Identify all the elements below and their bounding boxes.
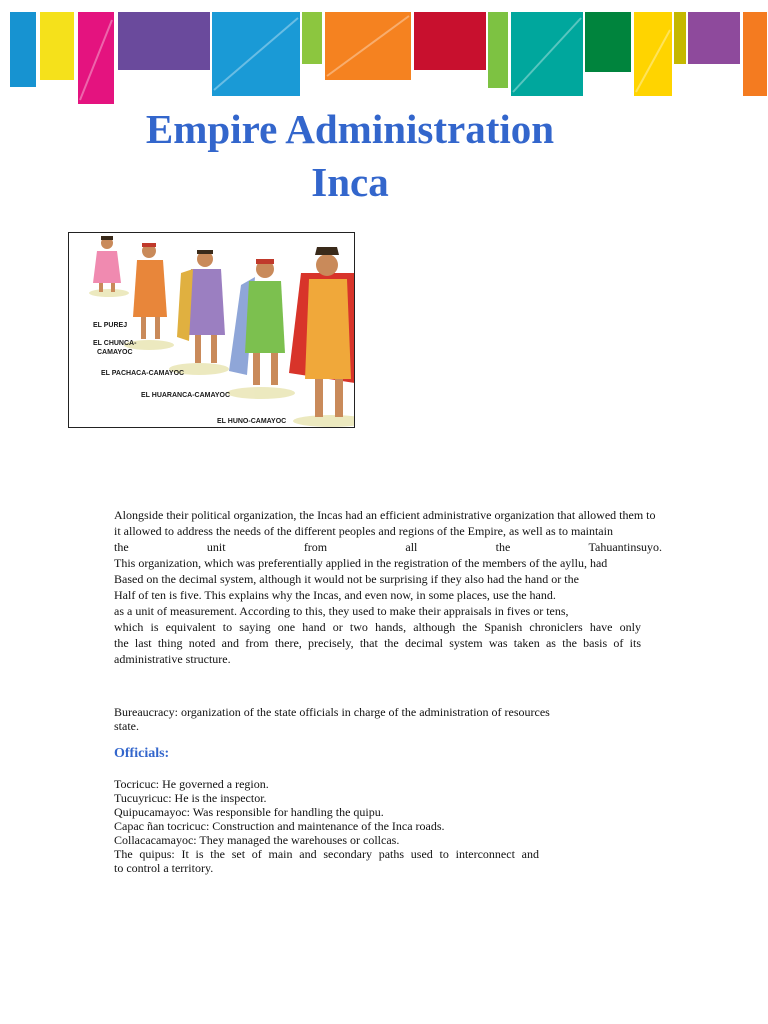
paragraph-word: Tahuantinsuyo. — [588, 540, 662, 554]
banner-block — [302, 12, 322, 64]
list-item: Tocricuc: He governed a region. — [114, 777, 269, 791]
paragraph-line: Bureaucracy: organization of the state officials in charge of the administration of resources — [114, 705, 550, 719]
label-chunca-1: EL CHUNCA- — [93, 340, 137, 347]
figure-purej — [93, 236, 121, 292]
banner-block — [743, 12, 767, 96]
paragraph-line: which is equivalent to saying one hand or two hands, although the Spanish chroniclers have only — [114, 620, 641, 634]
list-item: Capac ñan tocricuc: Construction and maintenance of the Inca roads. — [114, 819, 445, 833]
paragraph-line: it allowed to address the needs of the different peoples and regions of the Empire, as well as to maintain — [114, 524, 613, 538]
paragraph-line: Based on the decimal system, although it would not be surprising if they also had the hand or the — [114, 572, 579, 586]
inca-officials-illustration — [68, 232, 355, 428]
paragraph-word: all — [405, 540, 418, 554]
paragraph-line: state. — [114, 719, 139, 733]
label-purej: EL PUREJ — [93, 322, 128, 329]
paragraph-line: Half of ten is five. This explains why the Incas, and even now, in some places, use the hand. — [114, 588, 556, 602]
list-item: Collacacamayoc: They managed the warehouses or collcas. — [114, 833, 400, 847]
paragraph-word: unit — [206, 540, 226, 554]
label-pachaca: EL PACHACA-CAMAYOC — [101, 370, 185, 377]
paragraph-line: This organization, which was preferentially applied in the registration of the members of the ayllu, had — [114, 556, 608, 570]
label-chunca-2: CAMAYOC — [97, 349, 133, 356]
banner-block — [118, 12, 210, 70]
figure-huno-camayoc — [289, 247, 354, 417]
officials-list — [114, 777, 539, 875]
paragraph-line-justified — [114, 539, 662, 555]
title-line-2: Inca — [311, 159, 389, 205]
title-line-1: Empire Administration — [145, 106, 555, 152]
paragraph-line: as a unit of measurement. According to this, they used to make their appraisals in fives or tens, — [114, 604, 569, 618]
banner-block — [488, 12, 508, 88]
paragraph-line: Alongside their political organization, the Incas had an efficient administrative organization that allowed them to — [114, 508, 656, 522]
banner-block — [10, 12, 36, 87]
page-title — [60, 103, 640, 209]
list-item: to control a territory. — [114, 861, 214, 875]
figure-chunca-camayoc — [133, 243, 167, 339]
paragraph-word: the — [114, 540, 129, 554]
banner-block — [688, 12, 740, 64]
administrative-organization-paragraph — [114, 507, 662, 667]
figure-pachaca-camayoc — [177, 250, 225, 363]
banner-block — [40, 12, 74, 80]
decorative-color-banner — [0, 0, 768, 110]
paragraph-line: the last thing noted and from there, precisely, that the decimal system was taken as the basis of its — [114, 636, 641, 650]
banner-block — [414, 12, 486, 70]
list-item: Quipucamayoc: Was responsible for handling the quipu. — [114, 805, 384, 819]
label-huno: EL HUNO-CAMAYOC — [217, 418, 287, 425]
list-item: The quipus: It is the set of main and secondary paths used to interconnect and — [114, 847, 539, 861]
officials-heading: Officials: — [114, 746, 170, 761]
label-huaranca: EL HUARANCA-CAMAYOC — [141, 392, 231, 399]
banner-block — [674, 12, 686, 64]
paragraph-word: from — [303, 540, 328, 554]
paragraph-word: the — [495, 540, 511, 554]
paragraph-line: administrative structure. — [114, 652, 231, 666]
figure-huaranca-camayoc — [229, 259, 285, 385]
banner-block — [585, 12, 631, 72]
list-item: Tucuyricuc: He is the inspector. — [114, 791, 267, 805]
bureaucracy-paragraph — [114, 705, 578, 733]
